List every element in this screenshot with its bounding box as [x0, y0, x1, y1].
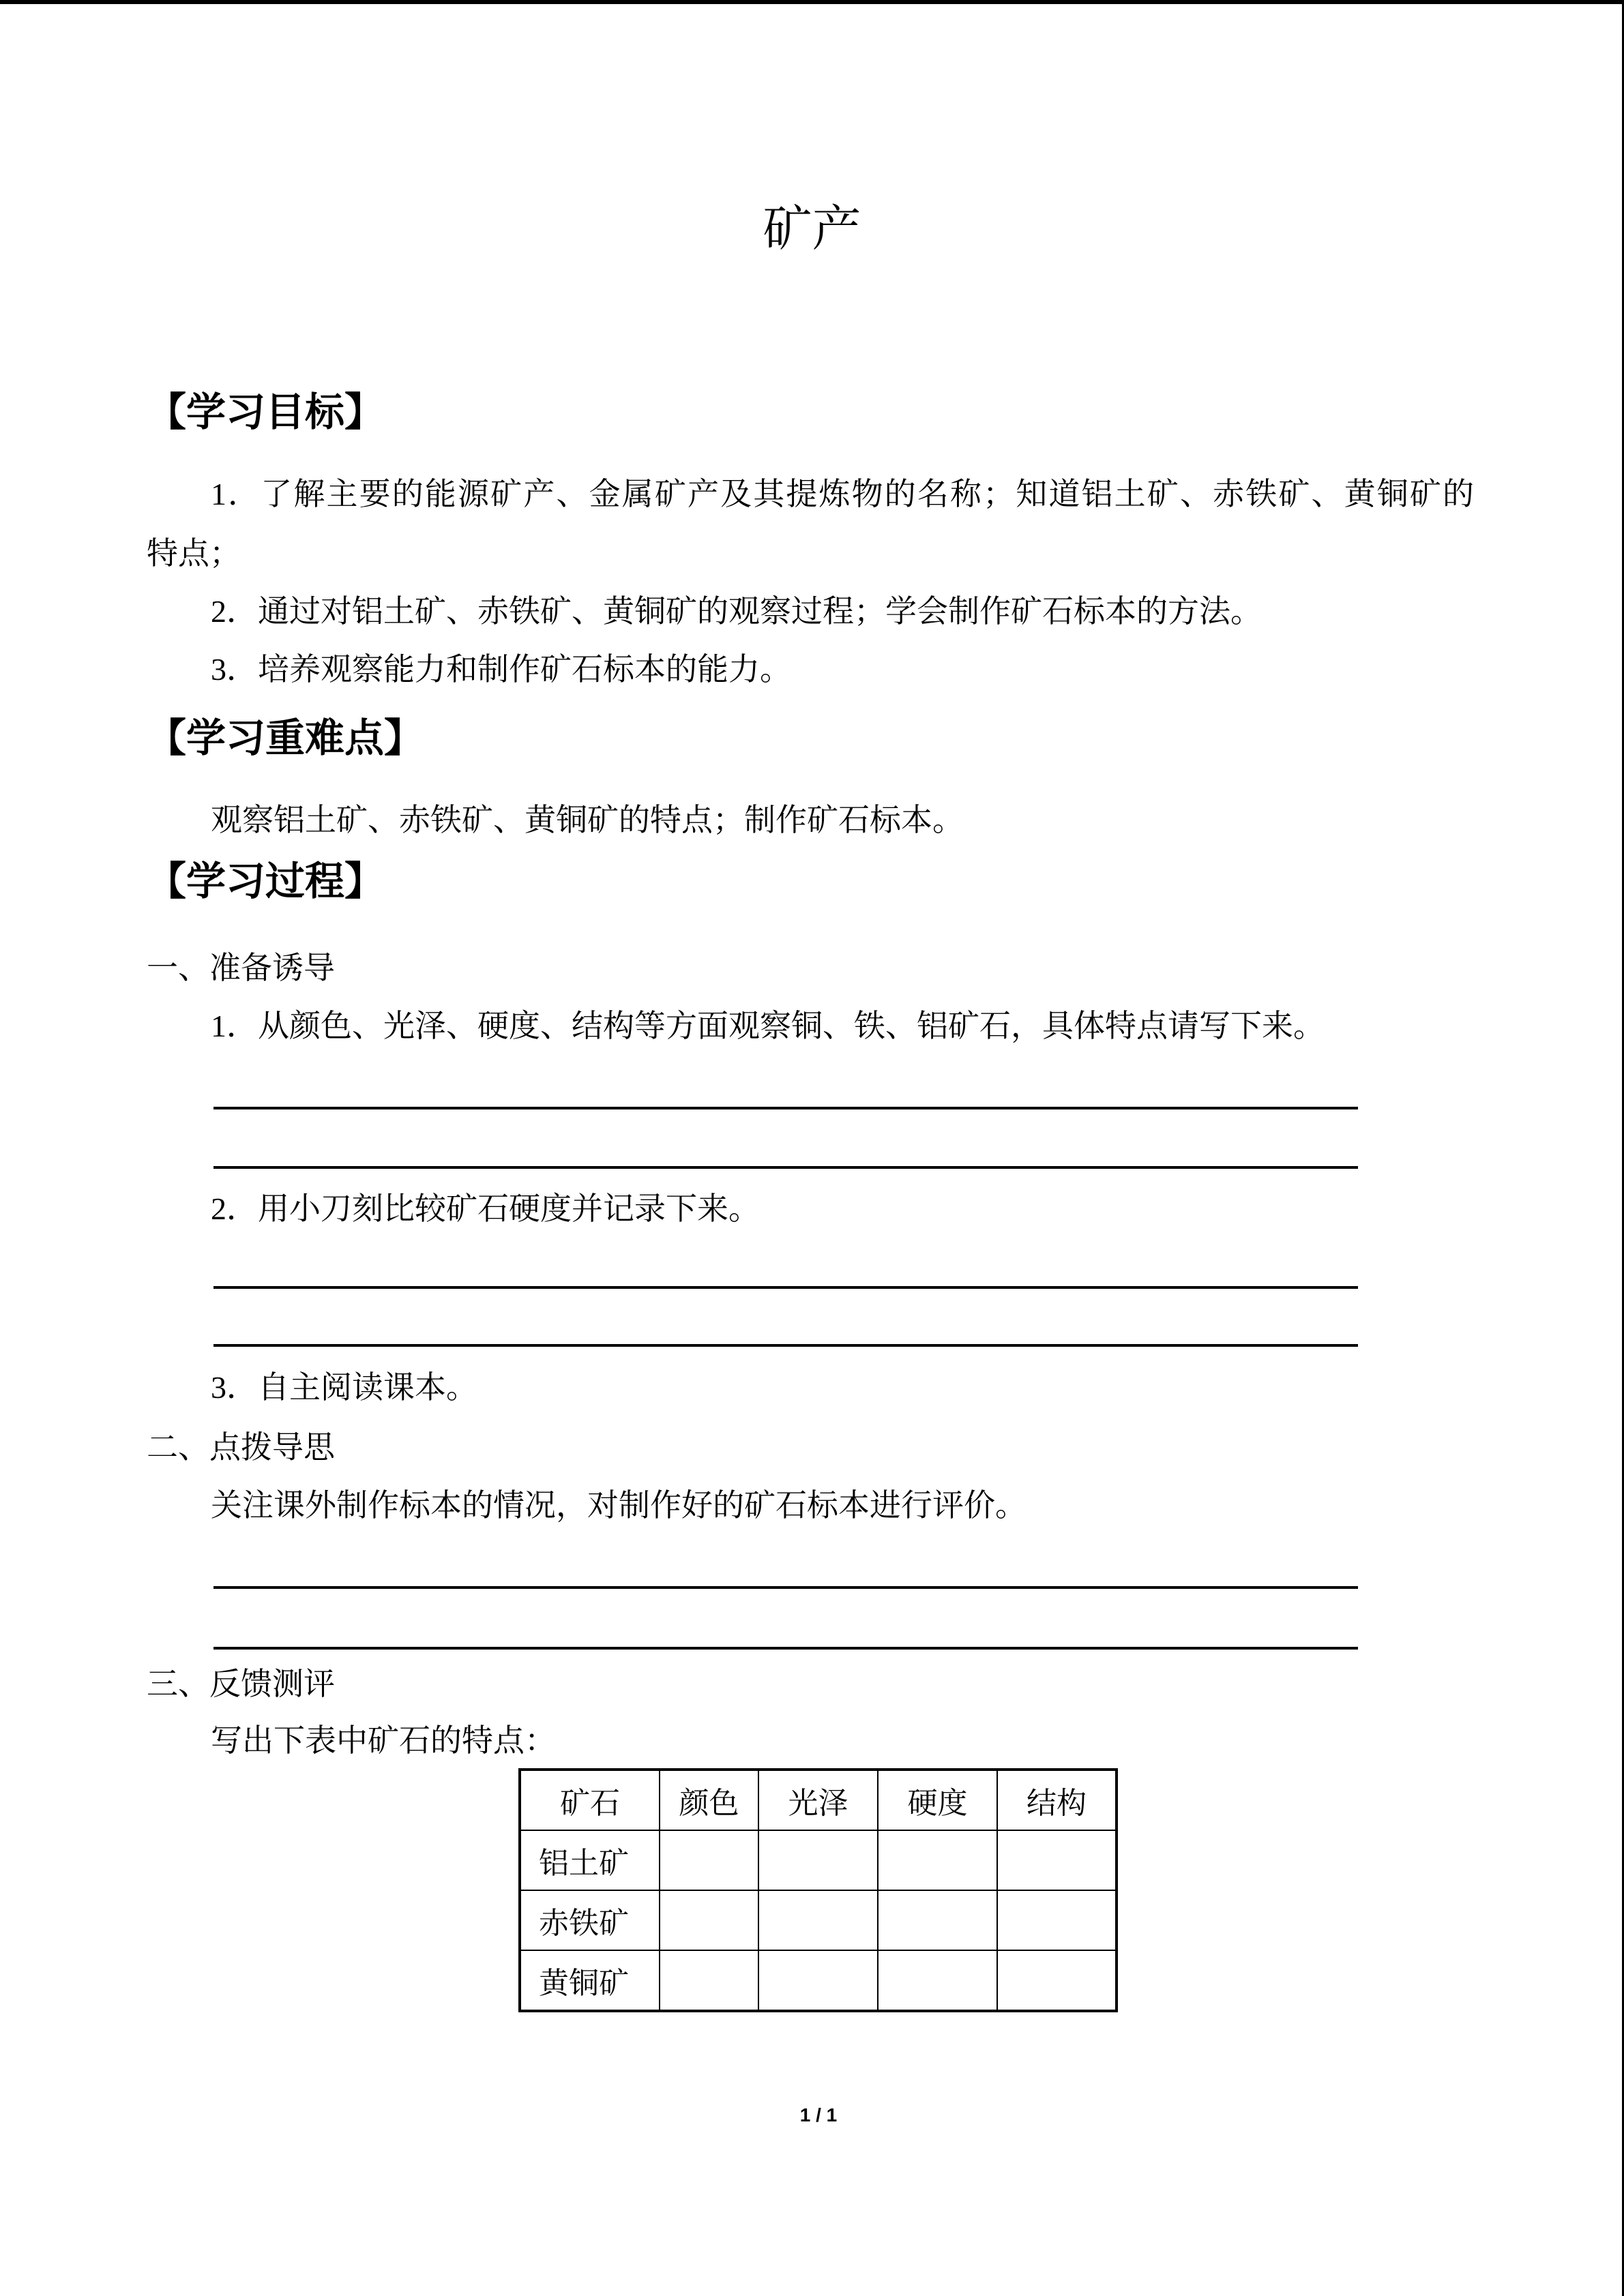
- process-part1-label: 一、准备诱导: [147, 951, 335, 985]
- table-cell: [997, 1950, 1117, 2011]
- writing-line-4: [213, 1344, 1358, 1347]
- writing-line-5: [213, 1586, 1358, 1589]
- page-top-border: [0, 0, 1624, 4]
- table-cell: [758, 1890, 878, 1950]
- table-row: [520, 1890, 1117, 1950]
- row-label-bauxite: 铝土矿: [520, 1830, 660, 1890]
- writing-line-3: [213, 1286, 1358, 1289]
- writing-line-6: [213, 1647, 1358, 1650]
- table-header-row: [520, 1770, 1117, 1830]
- process-part2-label: 二、点拨导思: [147, 1430, 335, 1465]
- keypoints-text: 观察铝土矿、赤铁矿、黄铜矿的特点；制作矿石标本。: [211, 803, 964, 837]
- process-part2-text: 关注课外制作标本的情况，对制作好的矿石标本进行评价。: [211, 1488, 1027, 1523]
- table-header-mineral: 矿石: [520, 1770, 660, 1830]
- page-number: 1 / 1: [799, 2104, 838, 2126]
- table-cell: [758, 1950, 878, 2011]
- table-cell: [660, 1890, 758, 1950]
- table-row: [520, 1950, 1117, 2011]
- table-cell: [878, 1830, 997, 1890]
- table-cell: [660, 1950, 758, 2011]
- process-part3-label: 三、反馈测评: [147, 1667, 335, 1701]
- minerals-table: [518, 1768, 1118, 2012]
- writing-line-1: [213, 1107, 1358, 1109]
- page-title: 矿产: [763, 202, 861, 256]
- table-row: [520, 1830, 1117, 1890]
- table-cell: [878, 1950, 997, 2011]
- table-cell: [878, 1890, 997, 1950]
- table-header-color: 颜色: [660, 1770, 758, 1830]
- process-item-3: 3．自主阅读课本。: [211, 1370, 477, 1405]
- process-part3-text: 写出下表中矿石的特点：: [211, 1723, 556, 1758]
- row-label-chalcopyrite: 黄铜矿: [520, 1950, 660, 2011]
- section-heading-objectives: 【学习目标】: [147, 390, 385, 434]
- table-header-structure: 结构: [997, 1770, 1117, 1830]
- objectives-line-2: 特点；: [147, 536, 241, 571]
- table-cell: [758, 1830, 878, 1890]
- table-header-hardness: 硬度: [878, 1770, 997, 1830]
- table-header-luster: 光泽: [758, 1770, 878, 1830]
- process-item-1: 1．从颜色、光泽、硬度、结构等方面观察铜、铁、铝矿石，具体特点请写下来。: [211, 1009, 1325, 1043]
- objectives-line-3: 2．通过对铝土矿、赤铁矿、黄铜矿的观察过程；学会制作矿石标本的方法。: [211, 594, 1262, 629]
- objectives-line-4: 3．培养观察能力和制作矿石标本的能力。: [211, 652, 791, 687]
- process-item-2: 2．用小刀刻比较矿石硬度并记录下来。: [211, 1191, 760, 1226]
- section-heading-keypoints: 【学习重难点】: [147, 716, 424, 760]
- table-cell: [997, 1890, 1117, 1950]
- table-cell: [660, 1830, 758, 1890]
- row-label-hematite: 赤铁矿: [520, 1890, 660, 1950]
- table-cell: [997, 1830, 1117, 1890]
- writing-line-2: [213, 1166, 1358, 1169]
- objectives-line-1: 1．了解主要的能源矿产、金属矿产及其提炼物的名称；知道铝土矿、赤铁矿、黄铜矿的: [211, 477, 1474, 511]
- section-heading-process: 【学习过程】: [147, 859, 385, 904]
